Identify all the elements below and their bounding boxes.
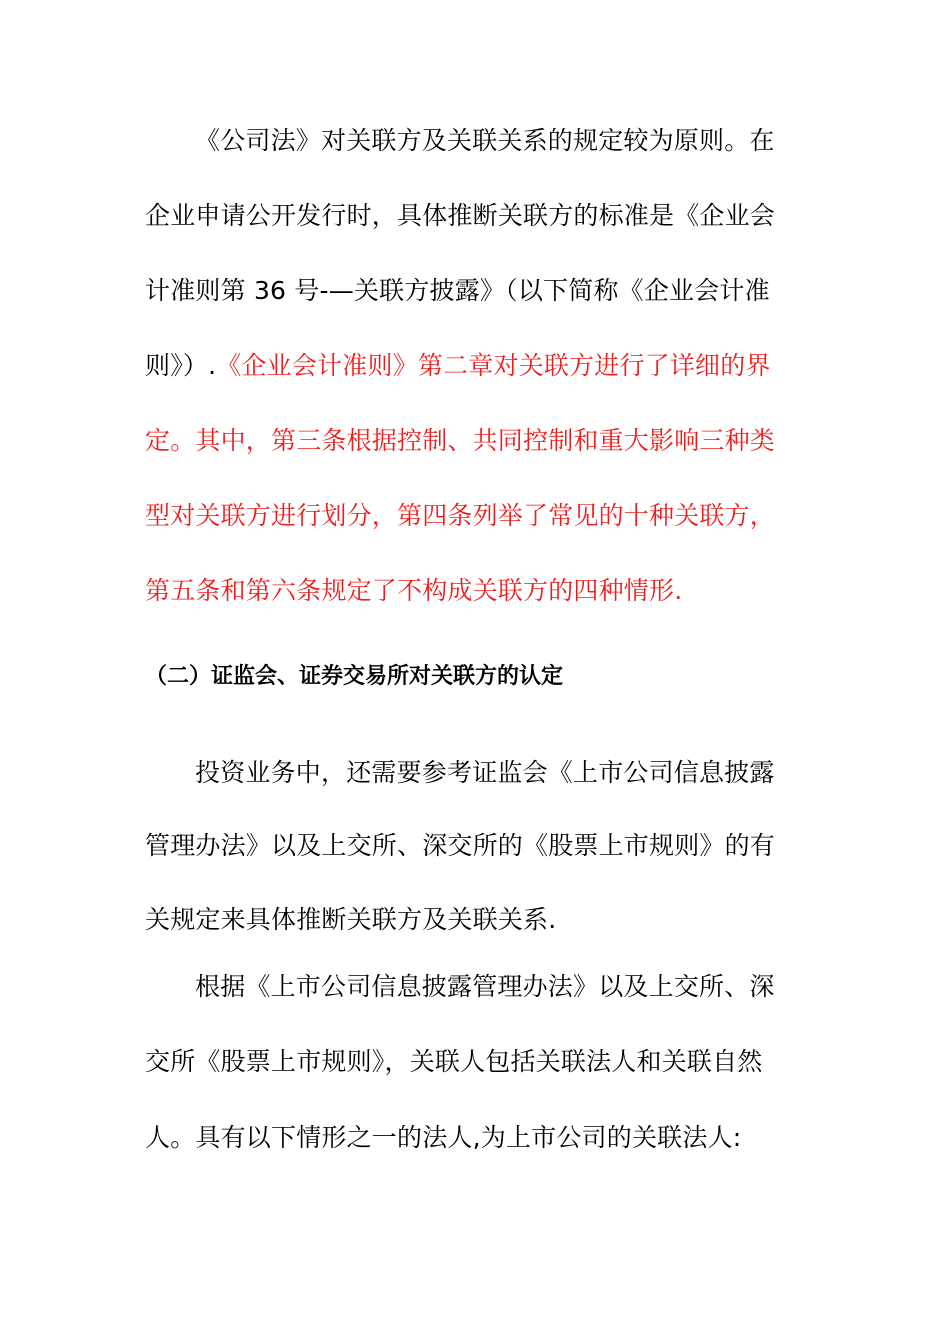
paragraph-1-line-7: 第五条和第六条规定了不构成关联方的四种情形.: [145, 576, 683, 605]
paragraph-3-line-3: 人。具有以下情形之一的法人,为上市公司的关联法人:: [145, 1123, 742, 1152]
paragraph-3-line-2: 交所《股票上市规则》，关联人包括关联法人和关联自然: [145, 1047, 763, 1076]
paragraph-1-line-4-black: 则》）.: [145, 351, 217, 380]
paragraph-1-line-5: 定。其中，第三条根据控制、共同控制和重大影响三种类: [145, 426, 776, 455]
paragraph-2-line-2: 管理办法》以及上交所、深交所的《股票上市规则》的有: [145, 831, 776, 860]
paragraph-2-line-3: 关规定来具体推断关联方及关联关系.: [145, 905, 557, 934]
paragraph-2-line-1: 投资业务中，还需要参考证监会《上市公司信息披露: [195, 758, 775, 787]
section-heading: （二）证监会、证券交易所对关联方的认定: [145, 664, 564, 689]
paragraph-1-line-3: 计准则第 36 号-—关联方披露》（以下简称《企业会计准: [145, 276, 770, 305]
paragraph-3-line-1: 根据《上市公司信息披露管理办法》以及上交所、深: [195, 972, 775, 1001]
paragraph-1-line-4: [145, 349, 771, 383]
paragraph-1-line-1: 《公司法》对关联方及关联关系的规定较为原则。在: [195, 126, 775, 155]
paragraph-1-line-2: 企业申请公开发行时，具体推断关联方的标准是《企业会: [145, 201, 776, 230]
paragraph-1-line-6: 型对关联方进行划分，第四条列举了常见的十种关联方，: [145, 501, 776, 530]
paragraph-1-line-4-red: 《企业会计准则》第二章对关联方进行了详细的界: [216, 351, 771, 380]
